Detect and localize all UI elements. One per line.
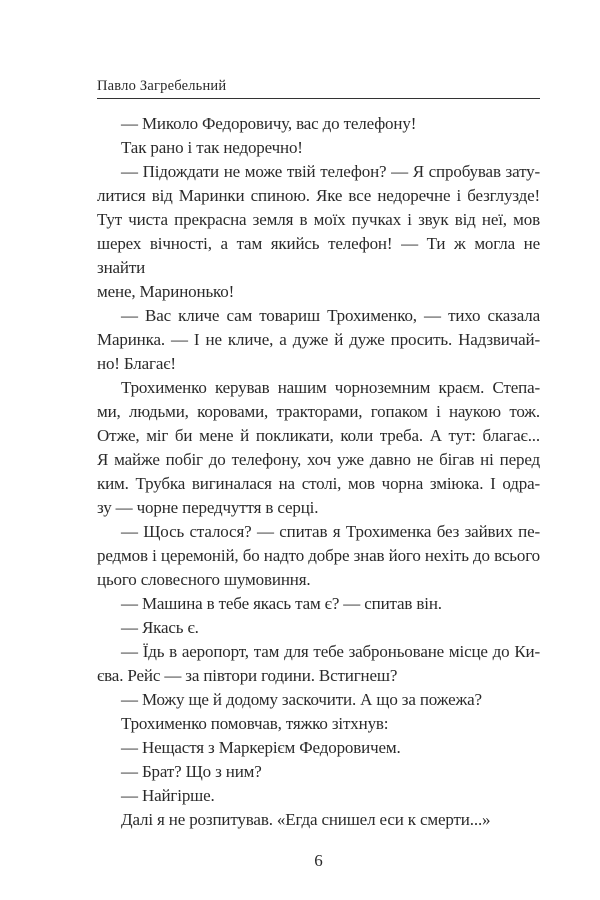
text-line: литися від Маринки спиною. Яке все недоречне і безглузде! <box>97 186 540 205</box>
page-number: 6 <box>314 851 323 870</box>
text-line: — Нещастя з Маркерієм Федоровичем. <box>121 738 401 757</box>
header-rule <box>97 98 540 99</box>
text-line: шерех вічності, а там якийсь телефон! — Ти ж могла не знайти <box>97 234 540 277</box>
text-line: Трохименко керував нашим чорноземним краєм. Степа- <box>121 378 540 397</box>
text-line: ми, людьми, коровами, тракторами, гопаком і наукою тож. <box>97 402 540 421</box>
page-content <box>97 112 540 873</box>
text-line: — Якась є. <box>121 618 199 637</box>
text-line: Далі я не розпитував. «Егда снишел еси к смерти...» <box>121 810 491 829</box>
text-line: редмов і церемоній, бо надто добре знав його нехіть до всього <box>97 546 540 565</box>
text-line: — Підождати не може твій телефон? — Я спробував зату- <box>121 162 540 181</box>
text-line: Тут чиста прекрасна земля в моїх пучках і звук від неї, мов <box>97 210 540 229</box>
text-line: Я майже побіг до телефону, хоч уже давно не бігав ні перед <box>97 450 540 469</box>
text-line: — Їдь в аеропорт, там для тебе заброньоване місце до Ки- <box>121 642 540 661</box>
text-line: цього словесного шумовиння. <box>97 570 311 589</box>
text-line: — Брат? Що з ним? <box>121 762 262 781</box>
text-line: Трохименко помовчав, тяжко зітхнув: <box>121 714 389 733</box>
text-line: ким. Трубка вигиналася на столі, мов чорна зміюка. І одра- <box>97 474 540 493</box>
text-line: — Миколо Федоровичу, вас до телефону! <box>121 114 417 133</box>
running-header-author: Павло Загребельний <box>97 78 227 94</box>
text-line: зу — чорне передчуття в серці. <box>97 498 319 517</box>
text-line: но! Благає! <box>97 354 176 373</box>
text-line: Так рано і так недоречно! <box>121 138 303 157</box>
text-line: Отже, міг би мене й покликати, коли треба. А тут: благає... <box>97 426 540 445</box>
text-line: — Можу ще й додому заскочити. А що за пожежа? <box>121 690 482 709</box>
text-line: — Щось сталося? — спитав я Трохименка без зайвих пе- <box>121 522 540 541</box>
page-body-text <box>97 112 540 832</box>
text-line: — Вас кличе сам товариш Трохименко, — тихо сказала <box>121 306 540 325</box>
text-line: мене, Маринонько! <box>97 282 235 301</box>
text-line: єва. Рейс — за півтори години. Встигнеш? <box>97 666 398 685</box>
text-line: Маринка. — І не кличе, а дуже й дуже просить. Надзвичай- <box>97 330 540 349</box>
text-line: — Машина в тебе якась там є? — спитав він. <box>121 594 442 613</box>
text-line: — Найгірше. <box>121 786 215 805</box>
